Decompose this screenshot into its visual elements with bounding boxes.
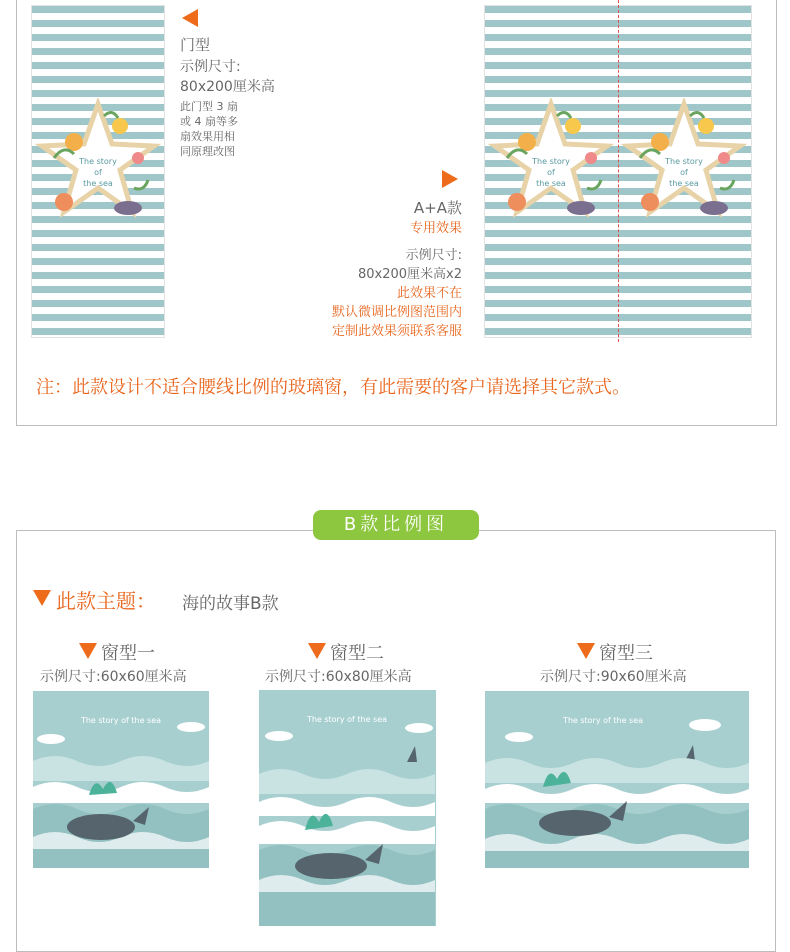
- window-2-pointer-icon: [308, 643, 326, 659]
- wreath-illustration-left: [487, 98, 615, 230]
- theme-label: 此款主题：: [56, 589, 156, 613]
- double-title: A+A款: [413, 199, 462, 217]
- door-type-label: 门型: [180, 36, 211, 54]
- window-1-name: 窗型一: [101, 643, 155, 664]
- window-1-size: 示例尺寸:60x60厘米高: [40, 669, 187, 685]
- theme-pointer-icon: [33, 590, 51, 606]
- door-size-label: 示例尺寸:: [180, 59, 241, 75]
- door-note-4: 同原理改图: [180, 145, 235, 158]
- door-note-2: 或 4 扇等多: [180, 115, 238, 128]
- door-note-3: 扇效果用相: [180, 130, 235, 143]
- sea-preview-2: [259, 690, 436, 926]
- wreath-left-text-3: the sea: [536, 179, 566, 188]
- pointer-left-icon: [182, 9, 198, 27]
- window-2-name: 窗型二: [330, 643, 384, 664]
- wreath-text-line-2: of: [94, 168, 102, 177]
- wreath-illustration: [34, 98, 162, 230]
- wreath-left-text-2: of: [547, 168, 555, 177]
- sea-title-3: The story of the sea: [562, 716, 644, 725]
- door-size-value: 80x200厘米高: [180, 79, 275, 95]
- window-2-size: 示例尺寸:60x80厘米高: [265, 669, 412, 685]
- wreath-illustration-right: [620, 98, 748, 230]
- window-3-size: 示例尺寸:90x60厘米高: [540, 669, 687, 685]
- window-3-pointer-icon: [577, 643, 595, 659]
- double-subtitle: 专用效果: [409, 221, 462, 236]
- theme-value: 海的故事B款: [182, 594, 279, 614]
- double-note-1: 此效果不在: [396, 286, 462, 301]
- wreath-left-text-1: The story: [532, 157, 570, 166]
- double-note-3: 定制此效果须联系客服: [331, 324, 462, 339]
- wreath-right-text-1: The story: [665, 157, 703, 166]
- sea-title-1: The story of the sea: [80, 716, 162, 725]
- sea-preview-3: [485, 691, 749, 868]
- sea-title-2: The story of the sea: [306, 715, 388, 724]
- wreath-text-line-1: The story: [79, 157, 117, 166]
- warning-note: 注：此款设计不适合腰线比例的玻璃窗，有此需要的客户请选择其它款式。: [36, 377, 630, 398]
- wreath-right-text-2: of: [680, 168, 688, 177]
- wreath-text-line-3: the sea: [83, 179, 113, 188]
- sea-preview-1: [33, 691, 209, 868]
- window-1-pointer-icon: [79, 643, 97, 659]
- window-3-name: 窗型三: [599, 643, 653, 664]
- double-note-2: 默认微调比例图范围内: [331, 305, 462, 320]
- door-note-1: 此门型 3 扇: [180, 100, 238, 113]
- pointer-right-icon: [442, 170, 458, 188]
- center-divider: [618, 0, 619, 342]
- section-b-badge: B款比例图: [313, 510, 479, 540]
- double-size-value: 80x200厘米高x2: [357, 267, 462, 282]
- wreath-right-text-3: the sea: [669, 179, 699, 188]
- double-size-label: 示例尺寸:: [405, 248, 462, 263]
